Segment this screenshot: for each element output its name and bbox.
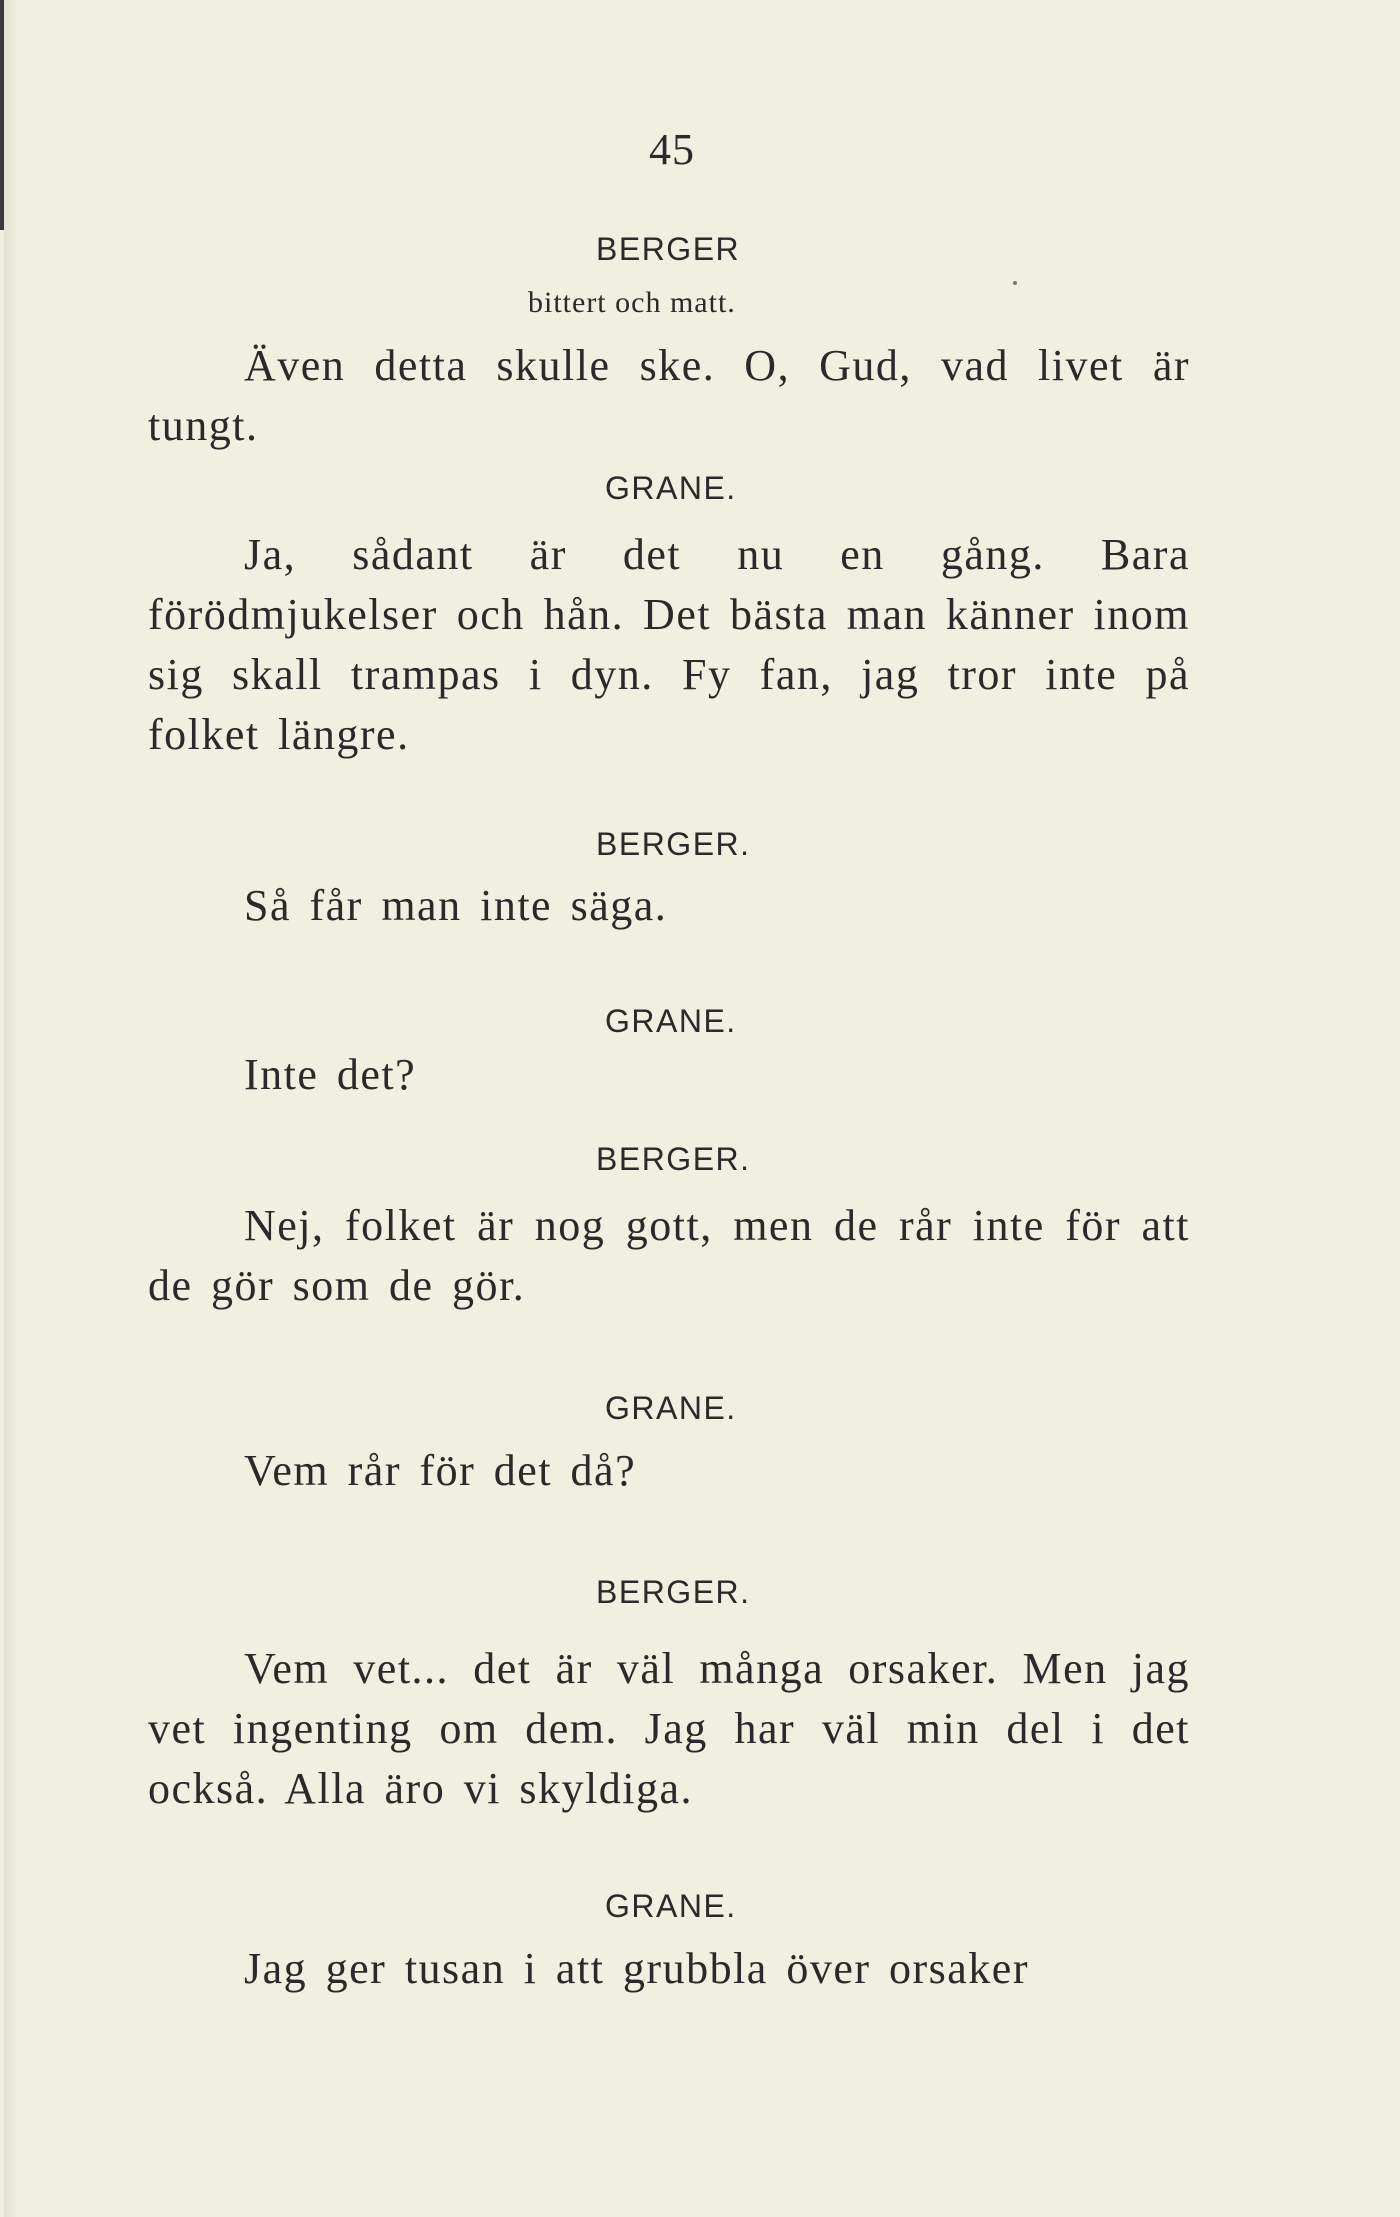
- speaker-name: BERGER.: [596, 1141, 751, 1177]
- dialogue-paragraph: Vem vet... det är väl många orsaker. Men jag vet ingenting om dem. Jag har väl min del i det också. Alla äro vi skyldiga.: [148, 1644, 1190, 1813]
- dialogue-paragraph: Ja, sådant är det nu en gång. Bara förödmjukelser och hån. Det bästa man känner inom sig skall trampas i dyn. Fy fan, jag tror inte på folket längre.: [148, 530, 1190, 759]
- dialogue-line: Vem rår för det då?: [244, 1446, 637, 1495]
- speaker-name: GRANE.: [605, 1390, 737, 1426]
- dialogue-paragraph: Nej, folket är nog gott, men de rår inte för att de gör som de gör.: [148, 1201, 1190, 1310]
- speaker-name: BERGER.: [596, 1574, 751, 1610]
- page-gutter-shadow: [4, 0, 18, 2217]
- speaker-name: BERGER.: [596, 826, 751, 862]
- page-number: 45: [649, 125, 695, 174]
- speaker-name: BERGER: [596, 231, 741, 267]
- stage-direction: bittert och matt.: [528, 286, 736, 319]
- speaker-name: GRANE.: [605, 1888, 737, 1924]
- dialogue-paragraph: Även detta skulle ske. O, Gud, vad livet är tungt.: [148, 341, 1190, 450]
- speaker-name: GRANE.: [605, 470, 737, 506]
- paper-speck: [1013, 281, 1017, 285]
- speaker-name: GRANE.: [605, 1003, 737, 1039]
- dialogue-line: Så får man inte säga.: [244, 881, 668, 930]
- dialogue-line: Inte det?: [244, 1050, 417, 1099]
- dialogue-line: Jag ger tusan i att grubbla över orsaker: [244, 1944, 1029, 1993]
